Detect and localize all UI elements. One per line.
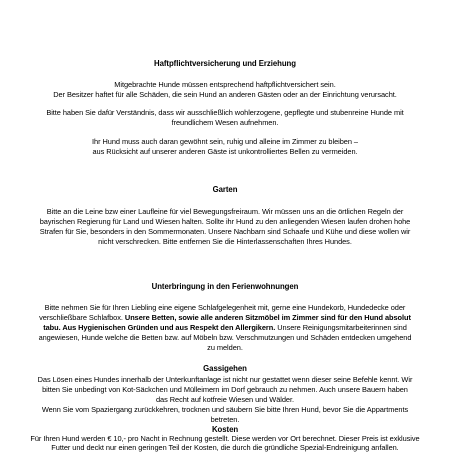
paragraph-line: Für Ihren Hund werden € 10,- pro Nacht in Rechnung gestellt. Diese werden vor Ort berechnet. Dieser Preis ist exklusive <box>30 434 420 443</box>
bold-text: Unsere Betten, sowie alle anderen Sitzmöbel im Zimmer sind für den Hund absolut <box>124 313 411 322</box>
section-heading-haftpflicht: Haftpflichtversicherung und Erziehung <box>154 59 296 68</box>
bold-text: tabu. Aus Hygienischen Gründen und aus Respekt den Allergikern. <box>43 323 276 332</box>
section-heading-kosten: Kosten <box>211 425 239 434</box>
paragraph-line: zu melden. <box>207 343 243 352</box>
paragraph-line: freundlichem Wesen aufnehmen. <box>171 118 279 127</box>
paragraph-line: angewiesen, Hunde welche die Betten bzw. auf Möbeln bzw. Verschmutzungen und Schäden entdecken umgehend <box>38 333 412 342</box>
paragraph-line: aus Rücksicht auf unserer anderen Gäste ist unkontrolliertes Bellen zu vermeiden. <box>92 147 358 156</box>
paragraph-line: das Recht auf kotfreie Wiesen und Wälder. <box>155 395 295 404</box>
paragraph-line: bayrischen Regierung für Land und Wiesen halten. Sollte ihr Hund zu den anliegenden Wiesen laufen drohen hohe <box>39 217 411 226</box>
section-heading-unterbringung: Unterbringung in den Ferienwohnungen <box>151 282 299 291</box>
paragraph-line: Bitte an die Leine bzw einer Laufleine für viel Bewegungsfreiraum. Wir müssen uns an die örtlichen Regeln der <box>46 207 404 216</box>
paragraph-line: Bitte haben Sie dafür Verständnis, dass wir ausschließlich wohlerzogene, gepflegte und stubenreine Hunde mit <box>46 108 404 117</box>
paragraph-line: Mitgebrachte Hunde müssen entsprechend haftpflichtversichert sein. <box>114 80 336 89</box>
normal-text: verschließbare Schlafbox. <box>39 313 125 322</box>
paragraph-line <box>0 313 450 322</box>
normal-text: Unsere Reinigungsmitarbeiterinnen sind <box>275 323 407 332</box>
section-heading-gassigehen: Gassigehen <box>203 364 247 373</box>
paragraph-line: Wenn Sie vom Spaziergang zurückkehren, trocknen und säubern Sie bitte Ihren Hund, bevor Sie die Appartments <box>41 405 409 414</box>
paragraph-line: Futter und deckt nur einen geringen Teil der Kosten, die durch die gründliche Spezial-Endreinigung anfallen. <box>51 443 399 452</box>
paragraph-line: Strafen für Sie, besonders in den Sommermonaten. Unsere Nachbarn sind Schaafe und Kühe und diese wollen wir <box>39 227 411 236</box>
paragraph-line: bitten Sie unbedingt von Kot-Säckchen und Mülleimern im Dorf gebrauch zu nehmen. Auch unsere Bauern haben <box>42 385 408 394</box>
paragraph-line: Das Lösen eines Hundes innerhalb der Unterkunftanlage ist nicht nur gestattet wenn dieser seine Befehle kennt. Wir <box>37 375 413 384</box>
paragraph-line: nicht verschrecken. Bitte entfernen Sie die Hinterlassenschaften Ihres Hundes. <box>98 237 352 246</box>
section-heading-garten: Garten <box>212 185 238 194</box>
paragraph-line: Der Besitzer haftet für alle Schäden, die sein Hund an anderen Gästen oder an der Einrichtung verursacht. <box>53 90 397 99</box>
paragraph-line: betreten. <box>210 415 240 424</box>
paragraph-line <box>0 323 450 332</box>
paragraph-line: Bitte nehmen Sie für Ihren Liebling eine eigene Schlafgelegenheit mit, gerne eine Hundekorb, Hundedecke oder <box>44 303 406 312</box>
paragraph-line: Ihr Hund muss auch daran gewöhnt sein, ruhig und alleine im Zimmer zu bleiben – <box>92 137 358 146</box>
